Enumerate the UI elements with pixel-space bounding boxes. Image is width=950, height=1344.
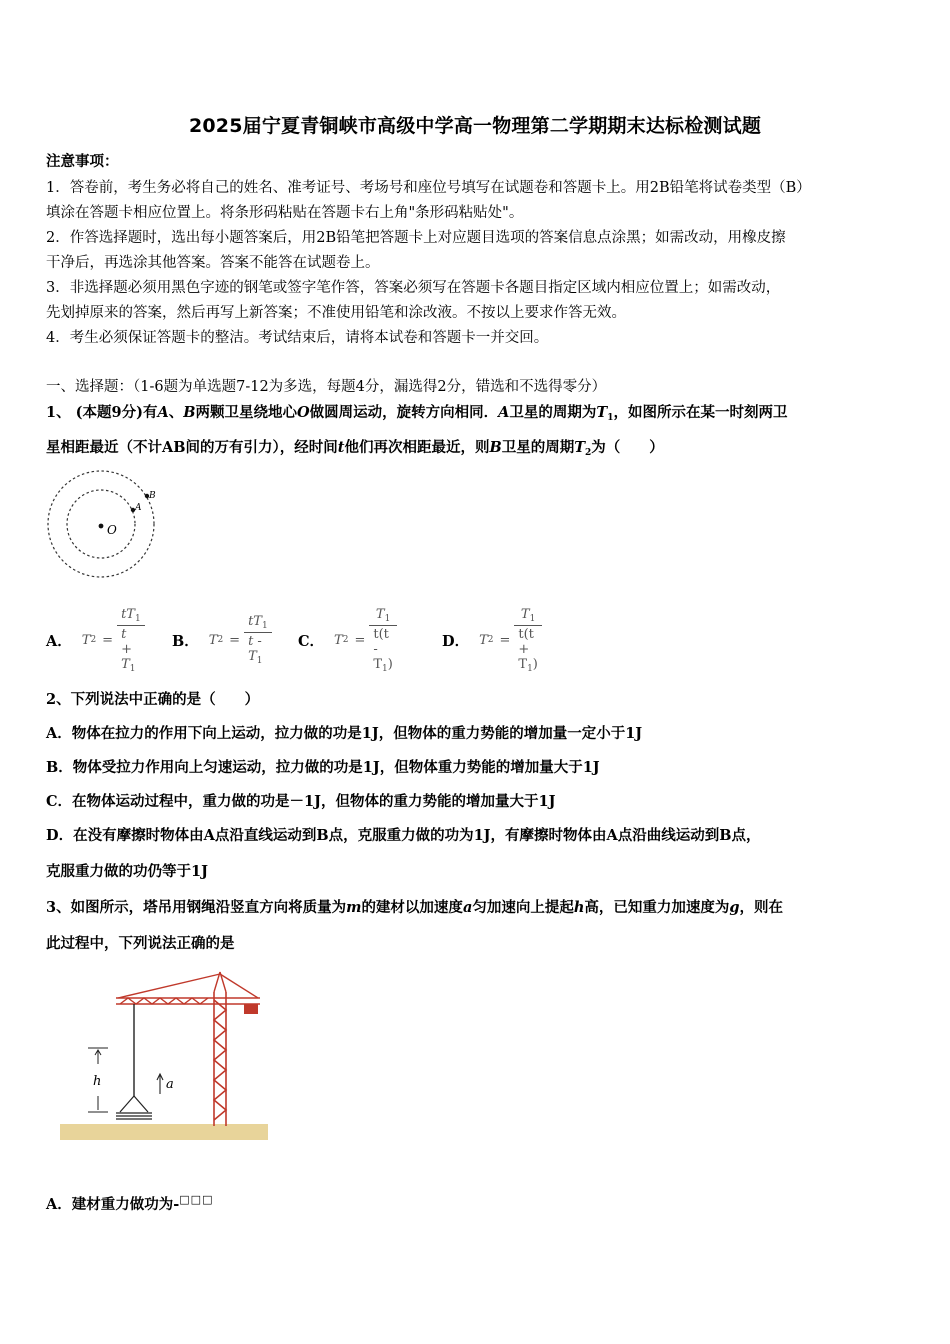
q2-option-d-cont: 克服重力做的功仍等于1J: [46, 863, 208, 880]
label-a: A: [135, 503, 142, 513]
formula-b: T 2 = $\frac{tT_1}{t - T_1}$: [209, 614, 272, 666]
q3-stem-line2: 此过程中，下列说法正确的是: [46, 935, 235, 952]
q1-option-a[interactable]: A． T 2 = $\frac{tT_1}{t + T_1}$: [46, 614, 145, 666]
q1-option-b[interactable]: B． T 2 = $\frac{tT_1}{t - T_1}$: [172, 614, 272, 666]
notice-line: 先划掉原来的答案，然后再写上新答案；不准使用铅笔和涂改液。不按以上要求作答无效。: [46, 305, 626, 321]
q2-option-a[interactable]: A．物体在拉力的作用下向上运动，拉力做的功是1J，但物体的重力势能的增加量一定小于1J: [46, 725, 643, 742]
q1-option-c[interactable]: C． T 2 = $\frac{T_1}{t(t - T_1)}$: [298, 614, 397, 666]
earth-center-dot: [99, 524, 104, 529]
q1-stem-line2: 星相距最近（不计AB间的万有引力），经时间t他们再次相距最近，则B卫星的周期$T_2$为（ ）: [46, 439, 664, 458]
notice-line: 4．考生必须保证答题卡的整洁。考试结束后，请将本试卷和答题卡一并交回。: [46, 330, 549, 346]
q2-option-d[interactable]: D．在没有摩擦时物体由A点沿直线运动到B点，克服重力做的功为1J，有摩擦时物体由A点沿曲线运动到B点，: [46, 827, 761, 844]
notice-line: 1．答卷前，考生务必将自己的姓名、准考证号、考场号和座位号填写在试题卷和答题卡上。用2B铅笔将试卷类型（B）: [46, 180, 811, 196]
formula-d: T 2 = $\frac{T_1}{t(t + T_1)}$: [479, 607, 542, 674]
q1-stem-line1: 1、 (本题9分)有A、B两颗卫星绕地心O做圆周运动，旋转方向相同．A卫星的周期为$T_1$，如图所示在某一时刻两卫: [46, 404, 788, 423]
label-a: a: [166, 1077, 174, 1092]
notice-heading: 注意事项：: [46, 153, 119, 170]
ground: [60, 1124, 268, 1140]
formula-a: T 2 = $\frac{tT_1}{t + T_1}$: [82, 607, 145, 674]
label-h: h: [93, 1074, 102, 1089]
q2-stem: 2、下列说法中正确的是（ ）: [46, 691, 260, 708]
orbit-diagram: [44, 468, 160, 580]
crane-jib: [116, 974, 260, 1004]
counterweight: [244, 1004, 258, 1014]
label-b: B: [149, 491, 156, 501]
notice-line: 2．作答选择题时，选出每小题答案后，用2B铅笔把答题卡上对应题目选项的答案信息点涂黑；如需改动，用橡皮擦: [46, 230, 786, 246]
q2-option-c[interactable]: C．在物体运动过程中，重力做的功是－1J，但物体的重力势能的增加量大于1J: [46, 793, 556, 810]
tower-crane-diagram: [58, 970, 270, 1142]
notice-line: 填涂在答题卡相应位置上。将条形码粘贴在答题卡右上角"条形码粘贴处"。: [46, 205, 524, 221]
section-heading: 一、选择题：（1-6题为单选题7-12为多选，每题4分，漏选得2分，错选和不选得零分）: [46, 379, 607, 395]
notice-line: 干净后，再选涂其他答案。答案不能答在试题卷上。: [46, 255, 380, 271]
page-title: 2025届宁夏青铜峡市高级中学高一物理第二学期期末达标检测试题: [188, 115, 762, 137]
acceleration-arrow: [157, 1074, 163, 1094]
q3-option-a[interactable]: A．建材重力做功为-□□□: [46, 1193, 214, 1213]
notice-line: 3．非选择题必须用黑色字迹的钢笔或签字笔作答，答案必须写在答题卡各题目指定区域内相应位置上；如需改动，: [46, 280, 781, 296]
q2-option-b[interactable]: B．物体受拉力作用向上匀速运动，拉力做的功是1J，但物体重力势能的增加量大于1J: [46, 759, 600, 776]
q1-option-d[interactable]: D． T 2 = $\frac{T_1}{t(t + T_1)}$: [442, 614, 542, 666]
q3-stem-line1: 3、如图所示，塔吊用钢绳沿竖直方向将质量为m的建材以加速度a匀加速向上提起h高，已知重力加速度为g，则在: [46, 899, 784, 916]
missing-formula-glyphs: □□□: [179, 1193, 214, 1206]
formula-c: T 2 = $\frac{T_1}{t(t - T_1)}$: [334, 607, 397, 674]
label-o: O: [107, 523, 117, 537]
crane-mast: [214, 992, 226, 1126]
building-material: [116, 1096, 152, 1119]
